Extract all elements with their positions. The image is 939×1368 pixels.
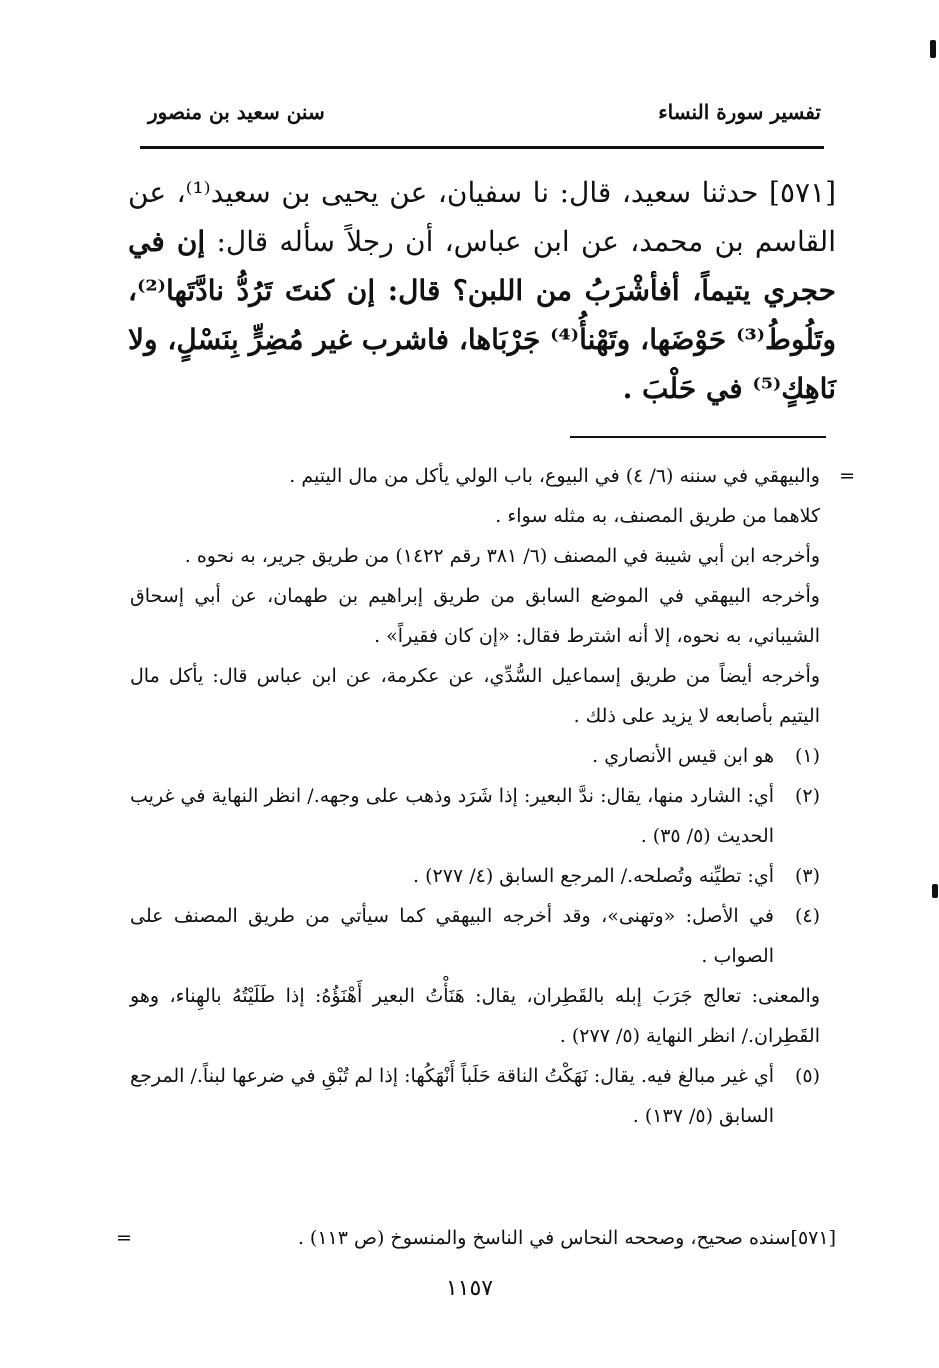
footnote-5 — [130, 1056, 820, 1136]
footnote-number: (٣) — [794, 865, 820, 887]
header-surah-title: تفسير سورة النساء — [658, 100, 821, 124]
note-line: وأخرجه البيهقي في الموضع السابق من طريق إبراهيم بن طهمان، عن أبي إسحاق الشيباني، به نحوه، إلا أنه اشترط فقال: «إن كان فقيراً» . — [130, 585, 820, 647]
hadith-matn: إن في حجري يتيماً، أفأشْرَبُ من اللبن؟ قال: إن كنتَ تَرُدُّ نادَّتَها⁽²⁾، وتَلُوطُ⁽³⁾ حَوْضَها، وتَهْنأُ⁽⁴⁾ جَرْبَاها، فاشرب غير مُضِرٍّ بِنَسْلٍ، ولا نَاهِكٍ⁽⁵⁾ في حَلْبَ . — [128, 225, 836, 405]
header-book-title: سنن سعيد بن منصور — [148, 100, 325, 124]
note-line: كلاهما من طريق المصنف، به مثله سواء . — [495, 505, 820, 527]
continuation-mark: = — [839, 465, 855, 487]
footnote-1 — [130, 736, 820, 776]
footnotes-section — [130, 456, 855, 1136]
hadith-number: [٥٧١] — [769, 176, 836, 209]
footnote-number: (٢) — [794, 785, 820, 807]
footnote-text: أي: تطيِّنه وتُصلحه./ المرجع السابق (٤/ ٢٧٧) . — [413, 865, 774, 887]
note-line: وأخرجه ابن أبي شيبة في المصنف (٦/ ٣٨١ رقم ١٤٢٢) من طريق جرير، به نحوه . — [184, 545, 820, 567]
footnote-2 — [130, 776, 820, 856]
continuation-mark: = — [116, 1227, 132, 1249]
footnote-text: هو ابن قيس الأنصاري . — [592, 745, 774, 767]
footnote-text: أي: الشارد منها، يقال: ندَّ البعير: إذا شَرَد وذهب على وجهه./ انظر النهاية في غريب الحديث (٥/ ٣٥) . — [130, 785, 774, 847]
note-line: والبيهقي في سننه (٦/ ٤) في البيوع، باب الولي يأكل من مال اليتيم . — [289, 465, 820, 487]
footnote-number: (١) — [794, 745, 820, 767]
note-line: وأخرجه أيضاً من طريق إسماعيل السُّدِّي، عن عكرمة، عن ابن عباس قال: يأكل مال اليتيم بأصابعه لا يزيد على ذلك . — [130, 665, 820, 727]
hadith-isnad: حدثنا سعيد، قال: نا سفيان، عن يحيى بن سعيد⁽¹⁾، عن القاسم بن محمد، عن ابن عباس، أن رجلاً سأله قال: — [128, 176, 836, 258]
footnote-number: (٥) — [794, 1065, 820, 1087]
notes-intro — [130, 456, 855, 736]
source-note-text: [٥٧١]سنده صحيح، وصححه النحاس في الناسخ والمنسوخ (ص ١١٣) . — [297, 1227, 836, 1249]
footnote-separator — [570, 436, 826, 438]
footnote-text: في الأصل: «وتهنى»، وقد أخرجه البيهقي كما سيأتي من طريق المصنف على الصواب . — [130, 905, 774, 967]
source-note — [116, 1218, 836, 1258]
footnote-4-extra: والمعنى: تعالج جَرَبَ إبله بالقَطِران، يقال: هَنَأْتُ البعير أَهْنَؤُهُ: إذا طَلَيْتُهُ بالهِناء، وهو القَطِران./ انظر النهاية (٥/ ٢٧٧) . — [130, 985, 820, 1047]
header-rule — [140, 146, 824, 149]
footnote-3 — [130, 856, 820, 896]
running-header — [148, 100, 821, 132]
footnote-4 — [130, 896, 820, 976]
footnote-number: (٤) — [794, 905, 820, 927]
edge-mark — [932, 884, 938, 898]
page-number: ١١٥٧ — [445, 1276, 494, 1301]
footnote-text: أي غير مبالغ فيه. يقال: نَهَكْتُ الناقة حَلَباً أَنْهَكُها: إذا لم تُبْقِ في ضرعها لبناً./ المرجع السابق (٥/ ١٣٧) . — [130, 1065, 774, 1127]
hadith-text — [128, 168, 836, 413]
edge-mark — [930, 40, 936, 58]
